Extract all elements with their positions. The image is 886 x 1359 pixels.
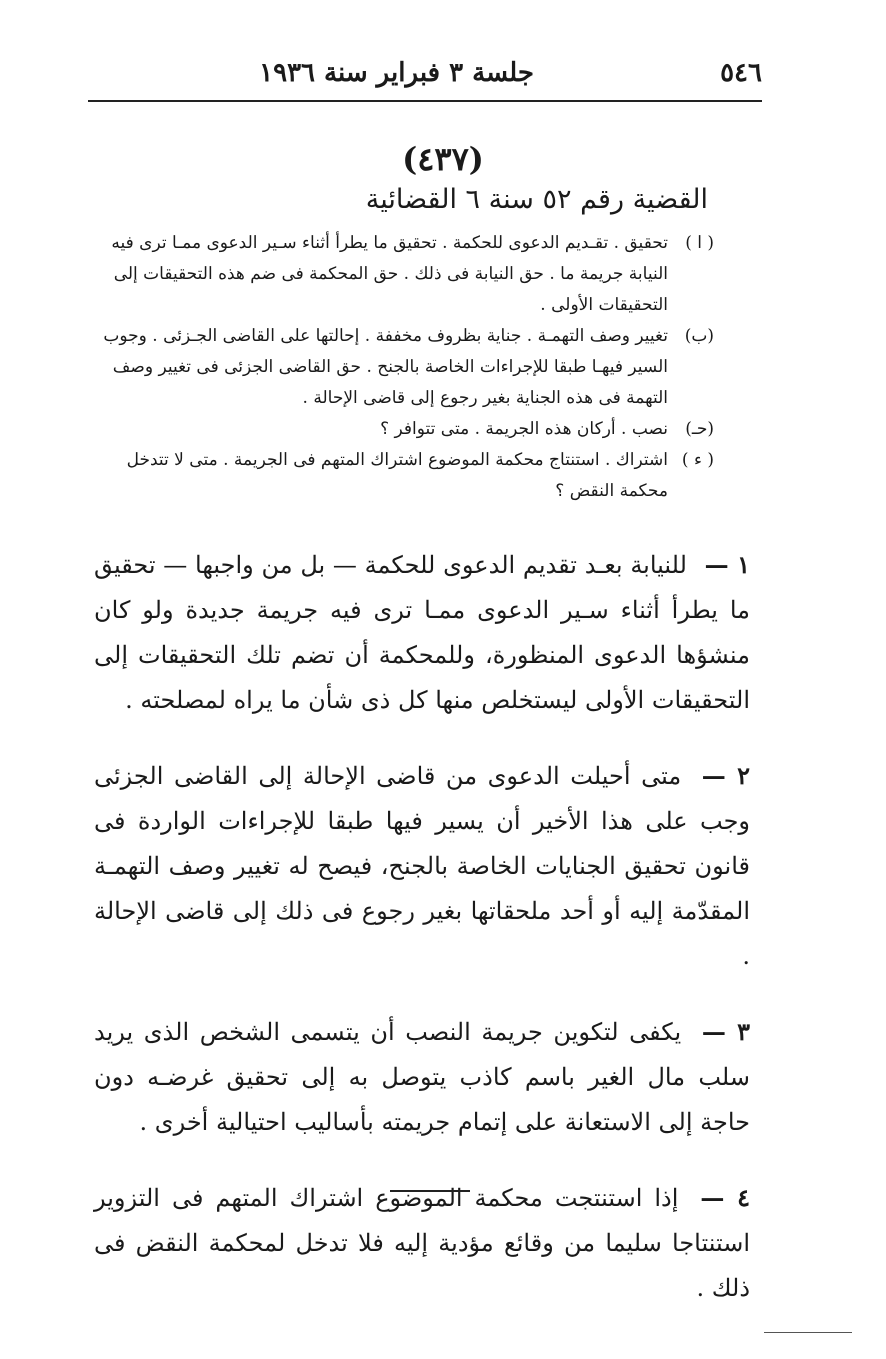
principle-number: ٣ — [701, 1017, 750, 1046]
summary-text: تحقيق . تقـديم الدعوى للحكمة . تحقيق ما يطرأ أثناء سـير الدعوى ممـا ترى فيه النيابة جريمة ما . حق النيابة فى ذلك . حق المحكمة فى ضم هذه التحقيقات إلى التحقيقات الأولى . [111, 233, 668, 315]
summary-item-a [92, 228, 714, 321]
summary-item-b [92, 321, 714, 414]
page-header [88, 52, 762, 100]
principle-4 [94, 1175, 750, 1311]
case-number: (٤٣٧) [402, 140, 484, 178]
principle-number: ١ — [704, 550, 750, 579]
principle-number: ٤ — [700, 1183, 750, 1212]
summary-marker: ( ء ) [681, 450, 714, 470]
summary-marker: (ب) [684, 326, 714, 346]
principle-2 [94, 753, 750, 979]
case-title: القضية رقم ٥٢ سنة ٦ القضائية [365, 184, 708, 215]
summary-text: اشتراك . استنتاج محكمة الموضوع اشتراك المتهم فى الجريمة . متى لا تتدخل محكمة النقض ؟ [126, 450, 668, 501]
summary-marker: (حـ) [685, 419, 714, 439]
case-summary [92, 228, 714, 507]
principle-1 [94, 542, 750, 723]
page-corner-line [764, 1332, 852, 1333]
summary-text: نصب . أركان هذه الجريمة . متى تتوافر ؟ [380, 419, 668, 439]
principle-number: ٢ — [701, 761, 750, 790]
principle-text: متى أحيلت الدعوى من قاضى الإحالة إلى القاضى الجزئى وجب على هذا الأخير أن يسير فيها طبقا للإجراءات الواردة فى قانون تحقيق الجنايات الخاصة بالجنح، فيصح له تغيير وصف التهمـة المقدّمة إليه أو أحد ملحقاتها بغير رجوع فى ذلك إلى قاضى الإحالة . [94, 762, 750, 970]
summary-text: تغيير وصف التهمـة . جناية بظروف مخففة . إحالتها على القاضى الجـزئى . وجوب السير فيهـا طبقا للإجراءات الخاصة بالجنح . حق القاضى الجزئى فى تغيير وصف التهمة فى هذه الجناية بغير رجوع إلى قاضى الإحالة . [103, 326, 668, 408]
section-end-divider [390, 1190, 470, 1192]
legal-principles [94, 518, 750, 1341]
principle-text: للنيابة بعـد تقديم الدعوى للحكمة — بل من واجبها — تحقيق ما يطرأ أثناء سـير الدعوى ممـا ترى فيه جريمة جديدة ولو كان منشؤها الدعوى المنظورة، وللمحكمة أن تضم تلك التحقيقات إلى التحقيقات الأولى ليستخلص منها كل ذى شأن ما يراه لمصلحته . [94, 551, 750, 714]
principle-text: إذا استنتجت محكمة الموضوع اشتراك المتهم فى التزوير استنتاجا سليما من وقائع مؤدية إليه فلا تدخل لمحكمة النقض فى ذلك . [94, 1184, 750, 1302]
summary-marker: ( ا ) [685, 233, 714, 253]
summary-item-d [92, 445, 714, 507]
page-number: ٥٤٦ [720, 58, 762, 88]
header-divider [88, 100, 762, 102]
summary-item-c [92, 414, 714, 445]
principle-text: يكفى لتكوين جريمة النصب أن يتسمى الشخص الذى يريد سلب مال الغير باسم كاذب يتوصل به إلى تحقيق غرضـه دون حاجة إلى الاستعانة على إتمام جريمته بأساليب احتيالية أخرى . [94, 1018, 750, 1136]
session-date: جلسة ٣ فبراير سنة ١٩٣٦ [259, 58, 534, 88]
principle-3 [94, 1009, 750, 1145]
